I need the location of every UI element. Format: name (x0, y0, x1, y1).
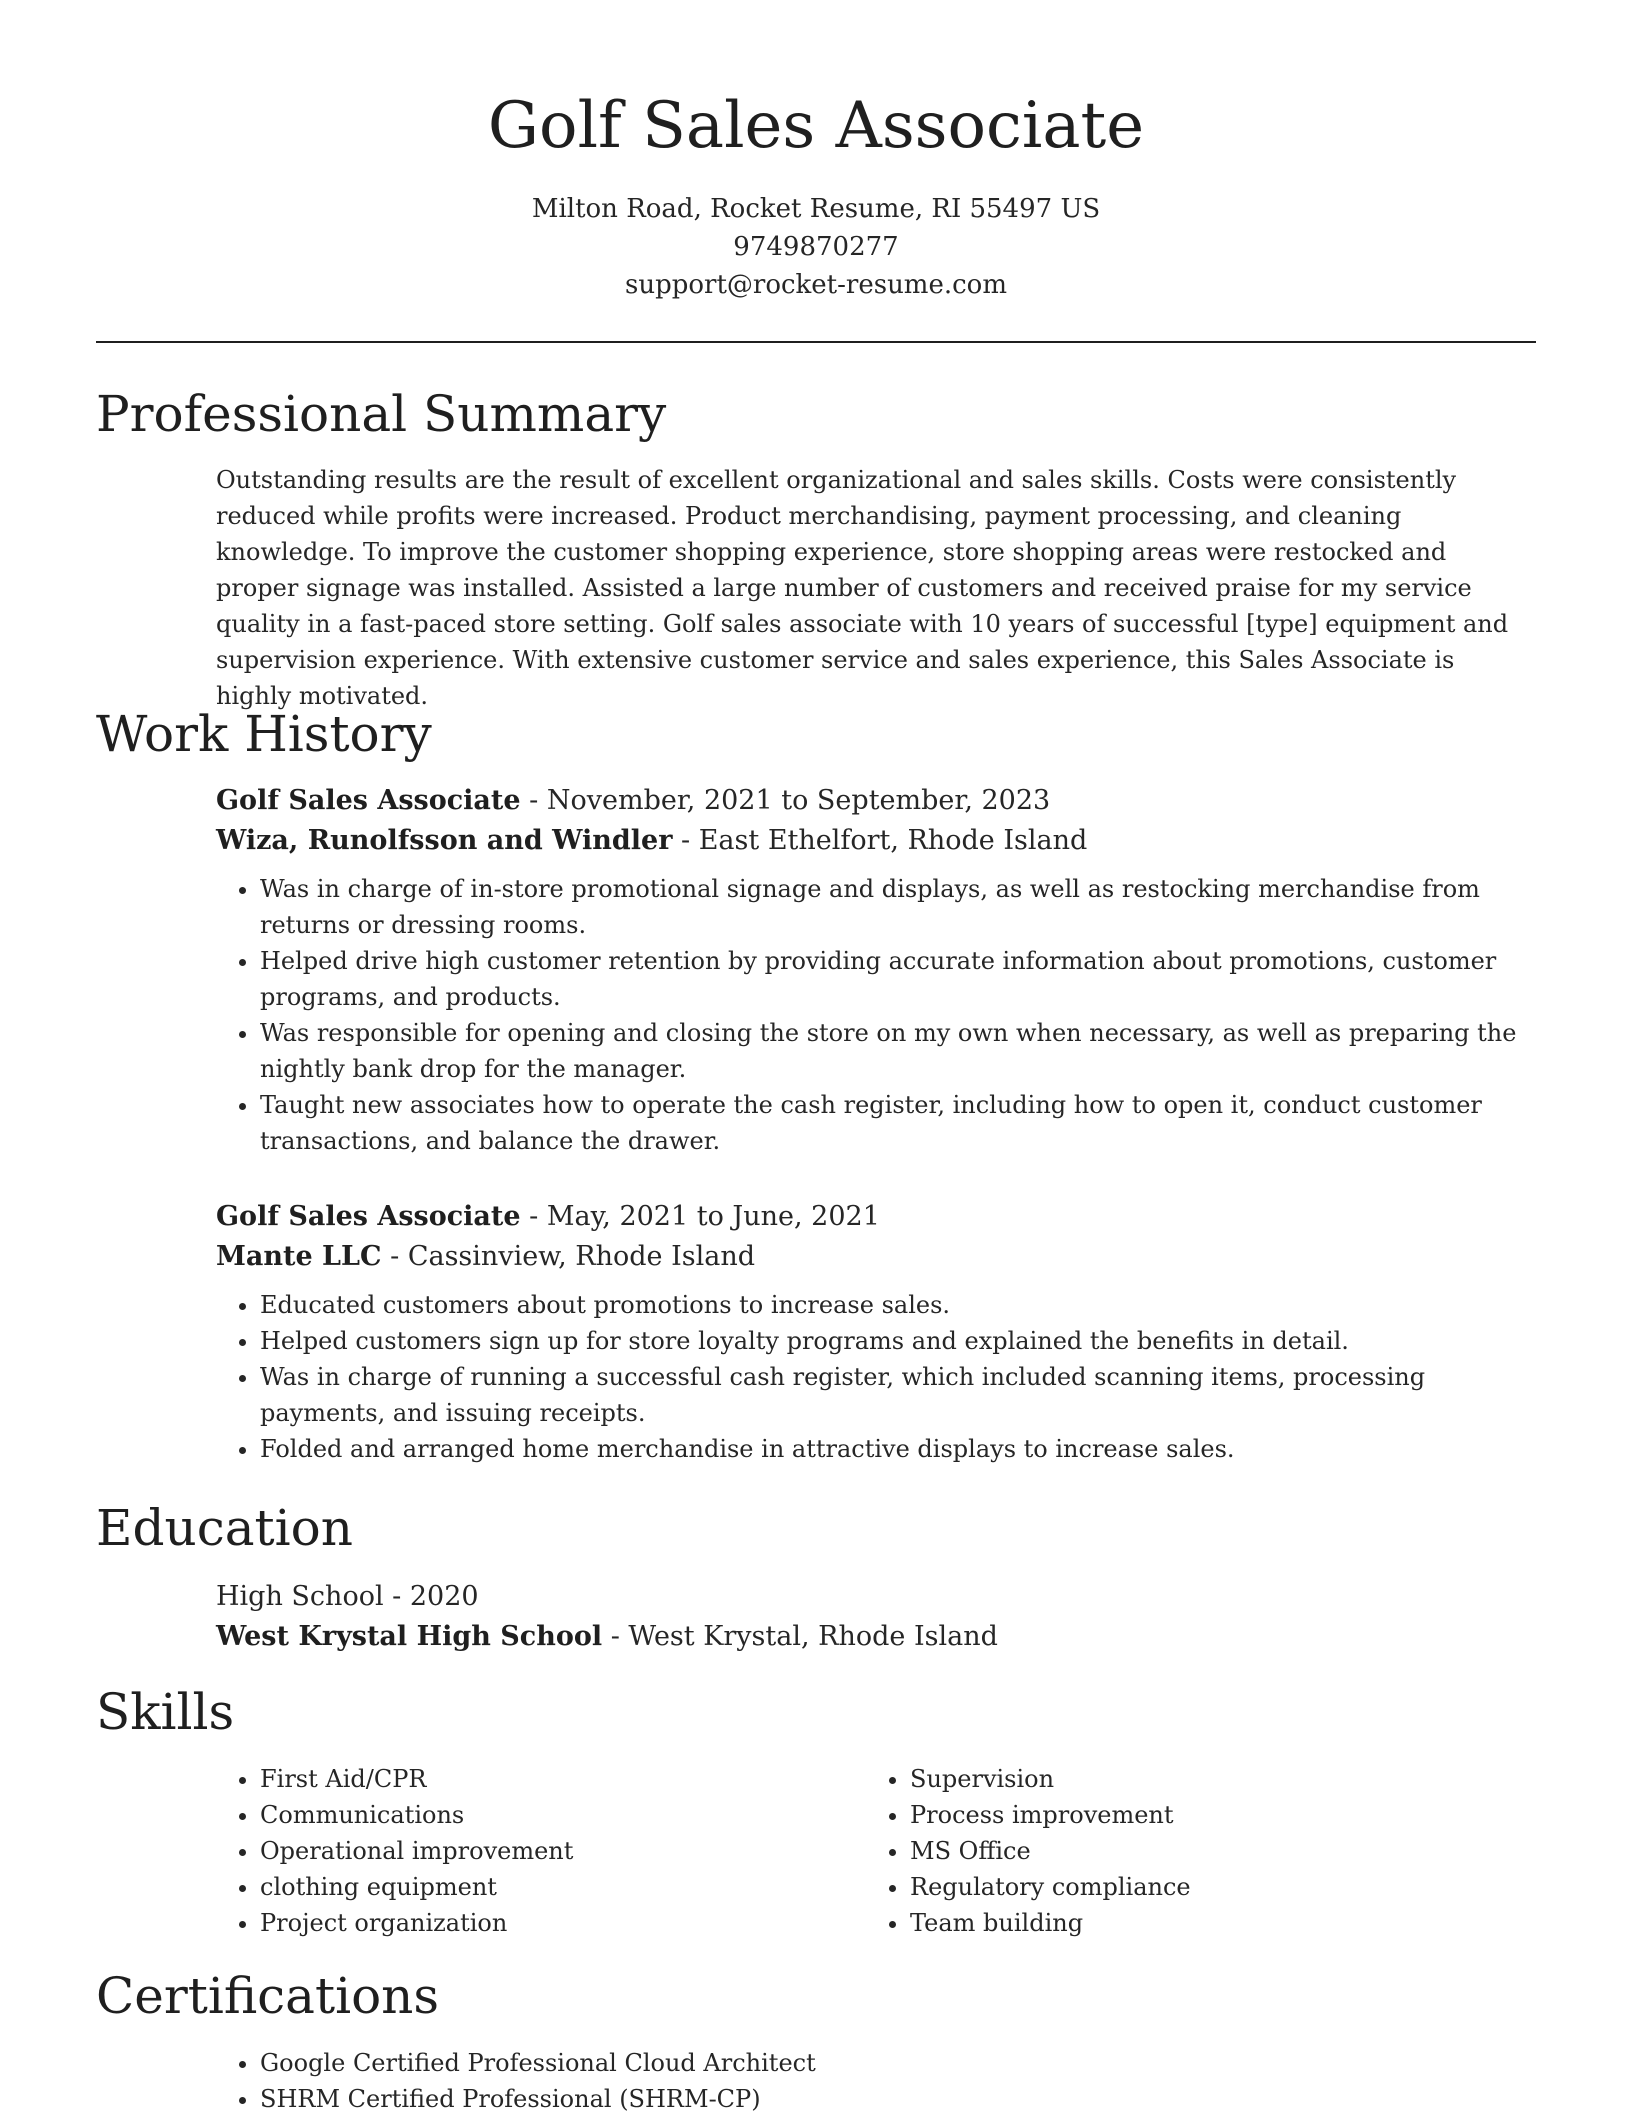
job-bullet: • Taught new associates how to operate the cash register, including how to open it, conduct customer transactions, and balance the drawer. (260, 1087, 1536, 1159)
job-bullet: • Helped drive high customer retention by providing accurate information about promotions, customer programs, and products. (260, 943, 1536, 1015)
contact-email: support@rocket-resume.com (624, 270, 1007, 300)
education-degree: High School (216, 1581, 384, 1612)
job-bullet: • Helped customers sign up for store loyalty programs and explained the benefits in detail. (260, 1323, 1536, 1359)
skill-item: • MS Office (910, 1833, 1516, 1869)
education-location: - West Krystal, Rhode Island (602, 1621, 998, 1652)
job-dates: - May, 2021 to June, 2021 (520, 1201, 880, 1232)
contact-info (0, 190, 1632, 304)
candidate-name: Golf Sales Associate (487, 89, 1145, 163)
skill-item: • Operational improvement (260, 1833, 866, 1869)
education-heading: Education (96, 1499, 353, 1557)
job-bullet: • Educated customers about promotions to increase sales. (260, 1287, 1536, 1323)
job-bullet: • Was in charge of running a successful cash register, which included scanning items, processing payments, and issuing receipts. (260, 1359, 1536, 1431)
contact-address: Milton Road, Rocket Resume, RI 55497 US (531, 194, 1101, 224)
job-location: - East Ethelfort, Rhode Island (672, 825, 1088, 856)
job-role: Golf Sales Associate (216, 785, 521, 816)
job-dates: - November, 2021 to September, 2023 (520, 785, 1051, 816)
certifications-list (216, 2045, 1536, 2117)
job-entry (216, 1197, 1536, 1467)
job-bullets (216, 1287, 1536, 1467)
job-company-line (216, 1237, 1536, 1277)
education-entry (216, 1577, 1536, 1657)
skills-heading: Skills (96, 1683, 235, 1741)
education-year: - 2020 (383, 1581, 479, 1612)
skills-list-left (216, 1761, 866, 1941)
certification-item: • SHRM Certified Professional (SHRM-CP) (260, 2081, 1536, 2117)
certifications-heading: Certifications (96, 1967, 440, 2025)
summary-text: Outstanding results are the result of excellent organizational and sales skills. Costs were consistently reduced while profits were increased. Product merchandising, payment processing, and cleaning knowledge. To improve the customer shopping experience, store shopping areas were restocked and proper signage was installed. Assisted a large number of customers and received praise for my service quality in a fast-paced store setting. Golf sales associate with 10 years of successful [type] equipment and supervision experience. With extensive customer service and sales experience, this Sales Associate is highly motivated. (216, 466, 1509, 710)
resume-header (0, 84, 1632, 304)
certifications-section (216, 2045, 1536, 2117)
header-divider (96, 341, 1536, 343)
job-location: - Cassinview, Rhode Island (381, 1241, 755, 1272)
work-history-heading: Work History (96, 705, 432, 763)
skill-item: • Communications (260, 1797, 866, 1833)
skills-section (216, 1761, 1536, 1941)
job-title-line (216, 781, 1536, 821)
skill-item: • First Aid/CPR (260, 1761, 866, 1797)
skill-item: • Regulatory compliance (910, 1869, 1516, 1905)
summary-section (216, 462, 1536, 714)
skill-item: • Process improvement (910, 1797, 1516, 1833)
job-bullets (216, 871, 1536, 1159)
contact-phone: 9749870277 (733, 232, 899, 262)
job-company: Mante LLC (216, 1241, 382, 1272)
summary-heading: Professional Summary (96, 385, 667, 443)
job-entry (216, 781, 1536, 1159)
job-company-line (216, 821, 1536, 861)
education-degree-line (216, 1577, 1536, 1617)
skill-item: • Team building (910, 1905, 1516, 1941)
skill-item: • clothing equipment (260, 1869, 866, 1905)
skill-item: • Project organization (260, 1905, 866, 1941)
skills-columns (216, 1761, 1536, 1941)
skill-item: • Supervision (910, 1761, 1516, 1797)
job-company: Wiza, Runolfsson and Windler (216, 825, 673, 856)
skills-list-right (866, 1761, 1516, 1941)
job-bullet: • Was in charge of in-store promotional signage and displays, as well as restocking merchandise from returns or dressing rooms. (260, 871, 1536, 943)
education-school: West Krystal High School (216, 1621, 603, 1652)
job-title-line (216, 1197, 1536, 1237)
job-bullet: • Folded and arranged home merchandise in attractive displays to increase sales. (260, 1431, 1536, 1467)
job-role: Golf Sales Associate (216, 1201, 521, 1232)
job-bullet: • Was responsible for opening and closing the store on my own when necessary, as well as preparing the nightly bank drop for the manager. (260, 1015, 1536, 1087)
education-school-line (216, 1617, 1536, 1657)
certification-item: • Google Certified Professional Cloud Architect (260, 2045, 1536, 2081)
